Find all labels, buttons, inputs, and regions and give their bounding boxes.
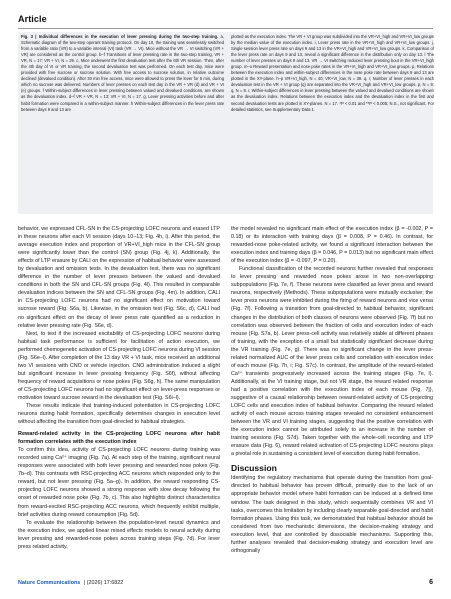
body-paragraph: Identifying the regulatory mechanisms that operate during the transition from goal-directed to habitual behavior has proven difficult, primarily due to the lack of an appropriate behavior model where habit formation can be induced at a defined time window. The task designed in this study, which sequentially combines VR and VI tasks, overcomes this limitation by including clearly separable goal-directed and habit formation phases. Using this task, we demonstrated that habitual behavior should be considered from two mechanistic dimensions, the decision-making strategy and execution level, that are controlled by dissociable mechanisms. Supporting this, further analyses revealed that decision-making strategy and execution level are orthogonally [231,475,433,554]
page-footer [18,578,433,588]
body-paragraph: Functional classification of the recorded neurons further revealed that responses to lever pressing and rewarded nose pokes arose in two non-overlapping subpopulations (Fig. 7e, f). These neurons were classified as lever press and reward neurons, respectively (Methods). These subpopulations were mutually exclusive; the lever press neurons were inhibited during the firing of reward neurons and vice versa (Fig. 7f). Following a transition from goal-directed to habitual behavior, significant changes in the distribution of both classes of neurons were observed (Fig. 7f) but no correlation was observed between the fraction of cells and execution index of each mouse (Fig. S7a, b). Lever press-cell activity was relatively stable at different phases of training, with the exception of a small but statistically significant decrease during the VR training (Fig. 7e, g). There was no significant change in the lever press-related normalized AUC of the lever press cells and correlation with execution index of each mouse (Fig. 7h, i; Fig. S7c). In contrast, the amplitude of the reward-related Ca²⁺ transients progressively increased across the training stages (Fig. 7e, l). Additionally, at the VI training stage, but not VR stage, the reward related response had a positive correlation with the execution index of each mouse (Fig. 7j), suggestive of a causal relationship between reward-related activity of CS-projecting LOFC cells and execution index of habitual behavior. Comparing the reward related activity of each mouse across training stages revealed no consistent enhancement between the VR and VI training stages, suggesting that the positive correlation with the execution index cannot be attributed solely to an increase in the number of training sessions (Fig. S7d). Taken together with the whole-cell recording and LTP erasure data (Fig. 6), reward related activation of CS-projecting LOFC neurons plays a pivotal role in sustaining a consistent level of execution during habit formation. [231,266,433,458]
legend-text: a, Schematic diagram of the two-step operant training protocol. On day 10, the training was seamlessly switched from a variable ratio (VR) to a variable interval (VI) task (VR → VI). Mice without the VR → VI switching (VR + VR) are considered as the control group. b–f Transitions of lever pressing rate in the two-step training, VR + VR, N = 17; VR + VI, N = 29. c, Mice underwent the first devaluation test after the 6th VR session. Then, after the 4th day of VI or VR training, the second devaluation test was performed. On each test day, mice were provided with free sucrose or sucrose solution. With free access to sucrose solution, in relative outcome declined (devalued condition). After 30 min free access, mice were allowed to press the lever for 5 min, during which no sucrose was delivered. Numbers of lever presses on each test day in the VR + VR (d) and VR + VI (e) groups. f Within-subject differences in lever pressing between valued and devalued conditions, are shown as the devaluation index. d–f VR + VR, N = 13; VR + VI, N = 17. g, Lever pressing activities before and after habit formation were compared in a within-subject manner. h Within-subject differences in the lever press rate between days 9 and 13 are [21,34,224,112]
article-label: Article [18,14,47,24]
body-paragraph: To confirm this idea, activity of CS-projecting LOFC neurons during training was recorded using Ca²⁺ imaging (Fig. 7a). At each step of the training, significant neural responses were associated with both lever pressing and rewarded nose pokes (Fig. 7b–d). This contrasts with RSC-projecting ACC neurons which responded only to the reward, but not lever pressing (Fig. 5a–g). In addition, the reward responding CS-projecting LOFC neurons showed a strong response with slow decay following the onset of rewarded nose poke (Fig. 7b, c). This also highlights distinct characteristics from reward-excited RSC-projecting ACC neurons, which frequently exhibit multiple, brief activities during reward consumption (Fig. 5d). [18,447,220,518]
body-paragraph: the model revealed no significant main effect of the execution index (β = -0.002, P = 0.18) or its interaction with training days (β = 0.008, P = 0.46). In contrast, for rewarded-nose poke-related activity, we found a significant interaction between the execution index and training days (β = 0.046, P = 0.013) but no significant main effect of the execution index (β = -0.097, P = 0.20). [231,226,433,265]
legend-paragraph [21,34,224,113]
body-paragraph: Next, to test if the increased excitability of CS-projecting LOFC neurons during habitual task performance is sufficient for facilitation of action execution, we performed chemogenetic activation of CS-projecting LOFC neurons during VI session (Fig. S6e–l). After completion of the 13 day VR + VI task, mice received an additional two VI sessions with CNO or vehicle injection. CNO administration induced a slight but significant increase in lever pressing frequency (Fig. S6f), without affecting frequency of reward acquisitions or nose pokes (Fig. S6g, h). The same manipulation of CS-projecting LOFC neurons had no significant effect on lever-press responses or motivation toward sucrose reward in the devaluation test (Fig. S6i–l). [18,330,220,401]
figure-legend-box [18,32,433,214]
legend-paragraph [231,34,434,113]
body-paragraph: To evaluate the relationship between the population-level neural dynamics and the execution index, we applied linear mixed effects models to neural activity during lever pressing and rewarded-nose pokes across training steps (Fig. 7d). For lever press related activity, [18,519,220,550]
section-heading: Discussion [231,463,277,474]
citation: | (2026) 17:6822 [83,580,124,586]
legend-title: Fig. 3 | Individual differences in the execution of lever pressing during the two-step training. [21,34,221,39]
legend-text: plotted as the execution index. The VR + VI group was subdivided into the VR+VI_high and VR+VI_low groups by the median value of the execution index. i, Lever press rate in the VR+VI_high and VR+VI_low groups. j, Single session lever press rate on days 9 and 13 in the VR+VI_high and VR+VI_low groups. k, Comparison of the lever press rate on days 9 and 13, reveal a significant difference in the distribution only on day 13. l The number of lever presses on days 9 and 13. VR → VI switching reduced lever pressing bout in the VR+VI_high group. m–o Reward presentation and nose poke rates in the VR+VI_high and VR+VI_low groups. p, Relations between the execution index and within-subject differences in the nose poke rate between days 9 and 13 are plotted in the XY-plane. h–p VR+VI_high, N = 40; VR+VI_low, N = 39. q, r, Number of lever presses in each devaluation test in the VR + VI group (q) are separated into the VR+VI_high and VR+VI_low groups. p, N = 9; q, N = 8. r, Within-subject differences in lever pressing between the valued and devalued conditions are shown as the devaluation index. Relations between the execution index and the devaluation index in the first and second devaluation tests are plotted in XY-planes. N = 17. *P < 0.01 and **P < 0.005; N.S., not significant. For detailed statistics, see Supplementary Data 1. [231,34,434,112]
body-column-right [231,225,433,555]
journal-name[interactable]: Nature Communications [18,580,81,586]
body-paragraph: These results indicate that training-induced potentiation in CS-projecting LOFC neurons during habit formation, specifically determines changes in execution level without affecting the transition from goal-directed to habitual strategies. [18,403,220,426]
subsection-heading: Reward-related activity in the CS-projecting LOFC neurons after habit formation correlates with the execution index [18,431,220,446]
page-number: 6 [429,579,433,586]
body-paragraph: behavior, we expressed CFL-SN in the CS-projecting LOFC neurons and erased LTP in these neurons after each VI session (days 10–13; Fig. 4h, i). After this period, the average execution index and proportion of VR+VI_high mice in the CFL-SN group were significantly lower than the control (SN) group (Fig. 4j, k). Additionally, the effects of LTP erasure by CALI on the expression of habitual behavior were assessed by devaluation and omission tests. In the devaluation test, there was no significant difference in the number of lever presses between the valued and devalued conditions in both the SN and CFL-SN groups (Fig. 4l). This resulted in comparable devaluation indices between the SN and CFL-SN groups (Fig. 4m). In addition, CALI in CS-projecting LOFC neurons had no significant effect on motivation toward sucrose reward (Fig. S6a, b). Likewise, in the omission test (Fig. S6c, d), CALI had no significant effect on the decay of lever press rate quantified as a reduction in relative lever pressing rate (Fig. S6e, d). [18,226,220,329]
legend-column-right [231,34,434,113]
body-column-left [18,225,220,551]
legend-column-left [21,34,224,113]
header-rule [18,28,433,29]
